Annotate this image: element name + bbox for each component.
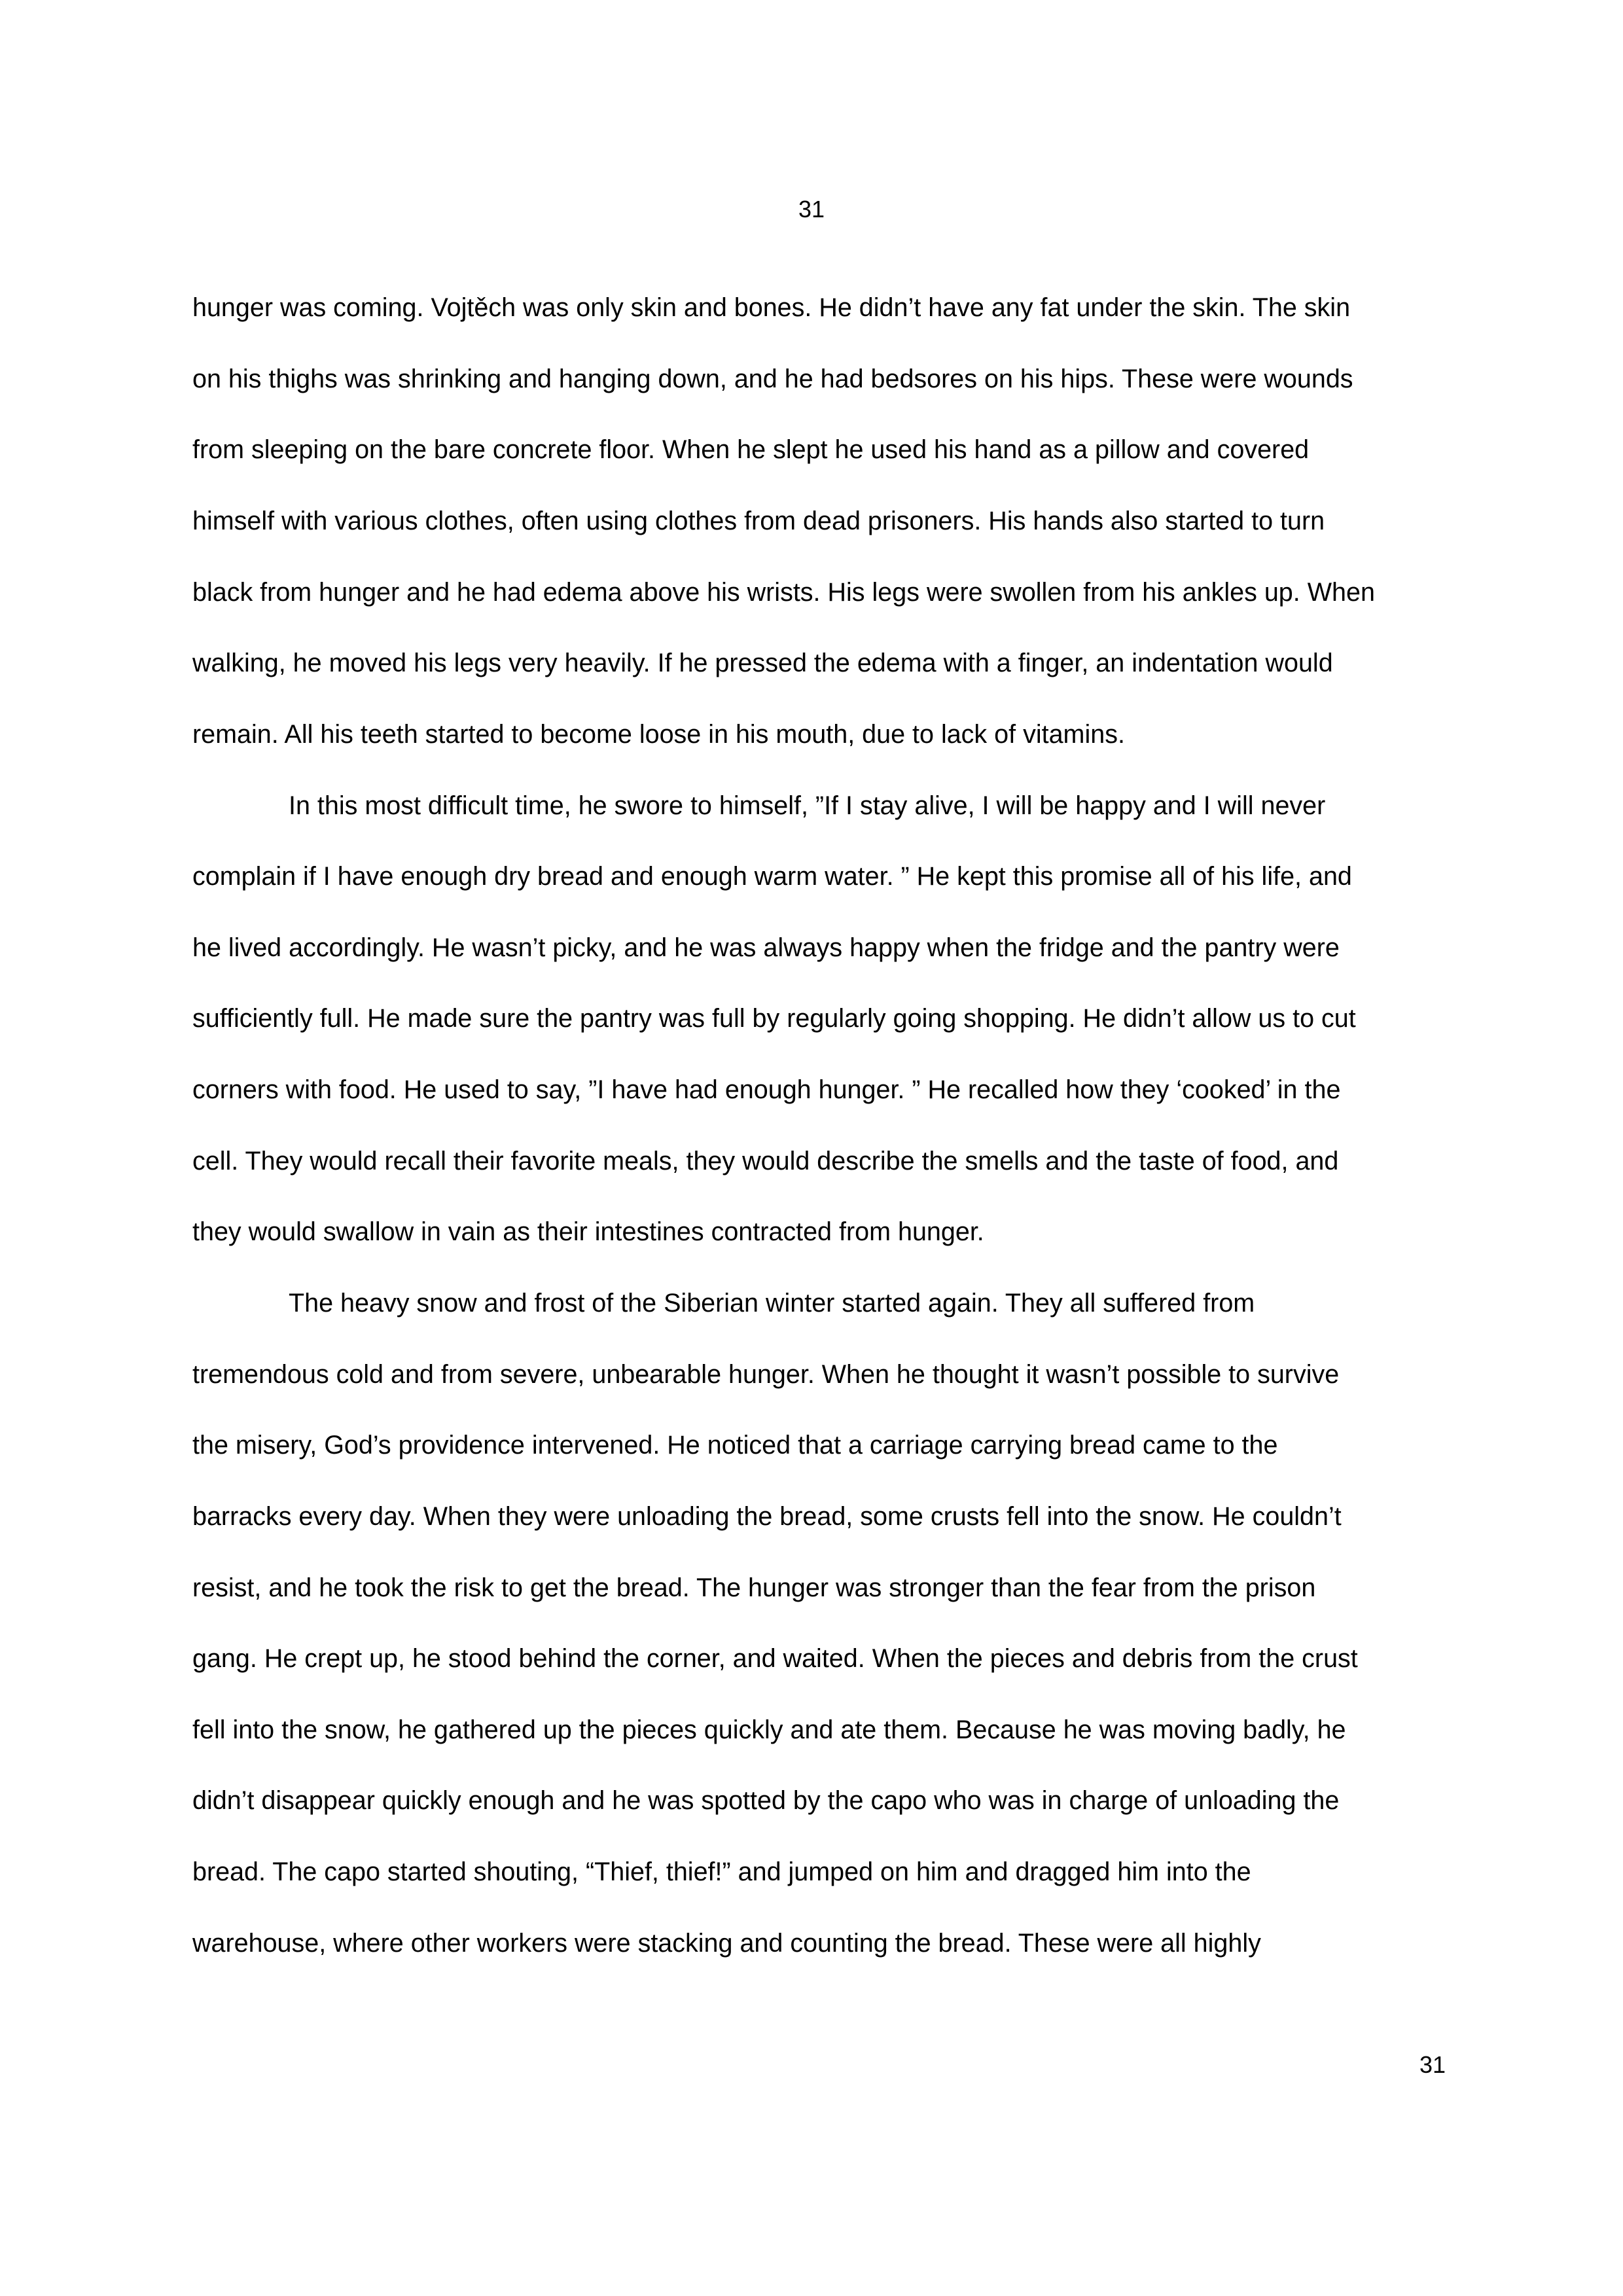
- page-number-footer: 31: [1419, 2051, 1446, 2078]
- text-line: warehouse, where other workers were stacking and counting the bread. These were all highly: [192, 1929, 1261, 1958]
- text-line: fell into the snow, he gathered up the pieces quickly and ate them. Because he was moving badly, he: [192, 1715, 1346, 1744]
- text-line: they would swallow in vain as their intestines contracted from hunger.: [192, 1217, 984, 1246]
- text-line: the misery, God’s providence intervened. He noticed that a carriage carrying bread came to the: [192, 1431, 1278, 1460]
- text-line: cell. They would recall their favorite meals, they would describe the smells and the taste of food, and: [192, 1147, 1339, 1175]
- page-number-header: 31: [798, 196, 825, 223]
- text-line: tremendous cold and from severe, unbearable hunger. When he thought it wasn’t possible to survive: [192, 1360, 1340, 1389]
- text-line: complain if I have enough dry bread and enough warm water. ” He kept this promise all of his life, and: [192, 862, 1352, 891]
- paragraph-first-line: The heavy snow and frost of the Siberian winter started again. They all suffered from: [289, 1289, 1255, 1318]
- text-line: from sleeping on the bare concrete floor. When he slept he used his hand as a pillow and covered: [192, 435, 1310, 464]
- text-line: remain. All his teeth started to become loose in his mouth, due to lack of vitamins.: [192, 720, 1125, 749]
- text-line: he lived accordingly. He wasn’t picky, and he was always happy when the fridge and the pantry were: [192, 933, 1340, 962]
- text-line: walking, he moved his legs very heavily. If he pressed the edema with a finger, an indentation would: [192, 649, 1333, 677]
- text-line: on his thighs was shrinking and hanging down, and he had bedsores on his hips. These were wounds: [192, 365, 1353, 393]
- text-line: corners with food. He used to say, ”I have had enough hunger. ” He recalled how they ‘cooked’ in the: [192, 1075, 1341, 1104]
- text-line: black from hunger and he had edema above his wrists. His legs were swollen from his ankles up. When: [192, 578, 1375, 607]
- text-line: resist, and he took the risk to get the bread. The hunger was stronger than the fear from the prison: [192, 1573, 1316, 1602]
- text-line: gang. He crept up, he stood behind the corner, and waited. When the pieces and debris from the crust: [192, 1644, 1358, 1673]
- text-line: himself with various clothes, often using clothes from dead prisoners. His hands also started to turn: [192, 507, 1325, 535]
- text-line: barracks every day. When they were unloading the bread, some crusts fell into the snow. He couldn’t: [192, 1502, 1342, 1531]
- text-line: bread. The capo started shouting, “Thief, thief!” and jumped on him and dragged him into the: [192, 1857, 1251, 1886]
- text-line: sufficiently full. He made sure the pantry was full by regularly going shopping. He didn’t allow us to cut: [192, 1004, 1356, 1033]
- text-line: hunger was coming. Vojtěch was only skin and bones. He didn’t have any fat under the skin. The skin: [192, 293, 1351, 322]
- text-line: didn’t disappear quickly enough and he was spotted by the capo who was in charge of unloading the: [192, 1786, 1340, 1815]
- paragraph-first-line: In this most difficult time, he swore to himself, ”If I stay alive, I will be happy and I will never: [289, 791, 1326, 820]
